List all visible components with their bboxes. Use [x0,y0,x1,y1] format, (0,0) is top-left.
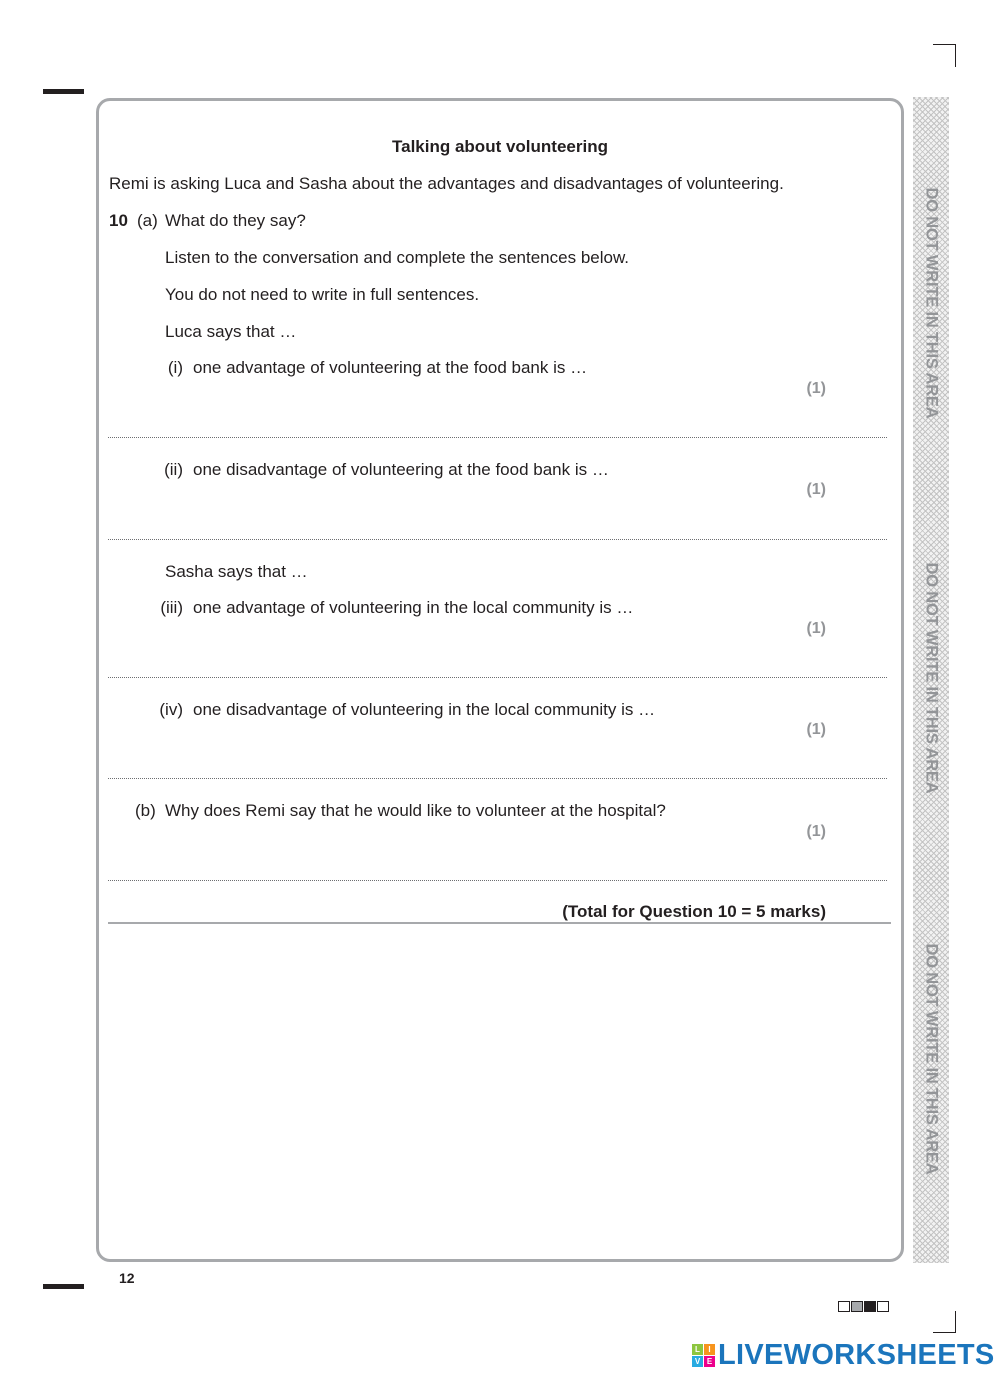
luca-intro: Luca says that … [165,322,297,341]
section-heading: Talking about volunteering [392,137,608,156]
question-number: 10 [109,211,128,230]
liveworksheets-logo[interactable] [692,1339,995,1372]
part-a-label: (a) [137,211,158,230]
item-i-label: (i) [167,358,183,377]
part-b-text: Why does Remi say that he would like to volunteer at the hospital? [165,801,666,820]
part-b-mark: (1) [806,823,826,840]
corner-mark-bottom-right [933,1311,956,1333]
corner-mark-top-right [933,44,956,67]
item-iv-label: (iv) [159,700,183,719]
logo-text: LIVEWORKSHEETS [718,1339,995,1371]
item-iv-text: one disadvantage of volunteering in the local community is … [193,700,656,719]
item-i-mark: (1) [806,380,826,397]
item-ii-label: (ii) [164,460,183,479]
intro-text: Remi is asking Luca and Sasha about the advantages and disadvantages of volunteering. [109,174,784,193]
item-ii-text: one disadvantage of volunteering at the food bank is … [193,460,609,479]
item-iii-mark: (1) [806,620,826,637]
answer-line-i[interactable] [108,437,887,438]
sasha-intro: Sasha says that … [165,562,308,581]
instruction-full-sentences: You do not need to write in full sentences. [165,285,480,304]
item-i-text: one advantage of volunteering at the food bank is … [193,358,588,377]
page-number: 12 [119,1270,135,1286]
total-rule [108,922,891,924]
answer-line-ii[interactable] [108,539,887,540]
instruction-complete: Listen to the conversation and complete the sentences below. [165,248,630,267]
item-iii-text: one advantage of volunteering in the local community is … [193,598,634,617]
answer-line-b[interactable] [108,880,887,881]
item-iii-label: (iii) [160,598,183,617]
logo-tiles-icon: L I V E [692,1344,715,1367]
answer-frame [96,98,904,1262]
answer-line-iii[interactable] [108,677,887,678]
answer-line-iv[interactable] [108,778,887,779]
item-iv-mark: (1) [806,721,826,738]
print-registration-boxes [838,1301,889,1312]
crop-mark-top-left [43,89,84,94]
part-b-label: (b) [135,801,156,820]
item-ii-mark: (1) [806,481,826,498]
question-total: (Total for Question 10 = 5 marks) [562,902,826,921]
part-a-prompt: What do they say? [165,211,306,230]
crop-mark-bottom-left [43,1284,84,1289]
